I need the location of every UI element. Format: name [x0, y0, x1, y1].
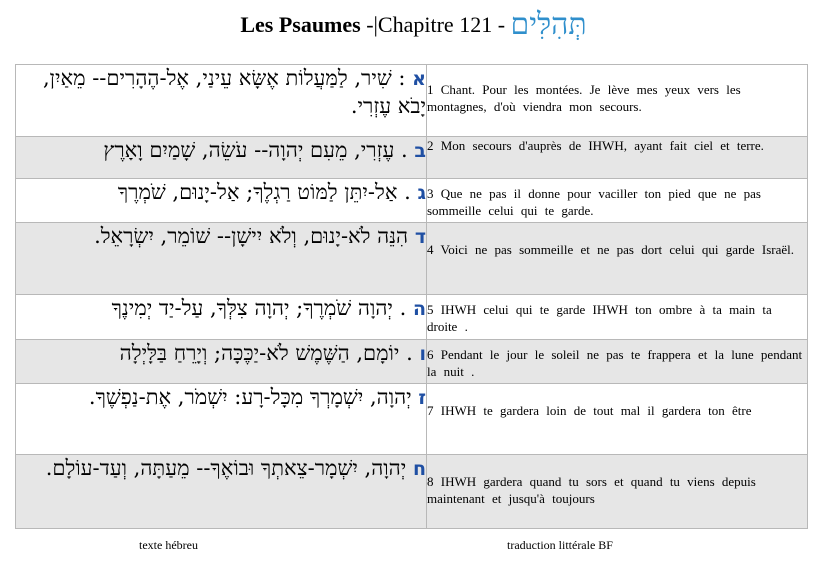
hebrew-verse-text: . יוֹמָם, הַשֶּׁמֶשׁ לֹא-יַכֶּכָּה; וְיָרֵחַ בַּלָּיְלָה: [119, 341, 413, 365]
french-verse-text: 6 Pendant le jour le soleil ne pas te frappera et la lune pendant la nuit .: [427, 347, 803, 379]
hebrew-verse-cell: [16, 137, 427, 179]
verse-number: ח: [412, 458, 426, 480]
french-verse-text: 8 IHWH gardera quand tu sors et quand tu viens depuis maintenant et jusqu'à toujours: [427, 474, 756, 506]
title-chapter: -|Chapitre 121 -: [360, 12, 511, 37]
french-verse-text: 4 Voici ne pas sommeille et ne pas dort celui qui garde Israël.: [427, 242, 795, 257]
verse-number: ז: [418, 387, 426, 409]
verse-row: [16, 179, 808, 223]
hebrew-verse-text: . אַל-יִתֵּן לַמּוֹט רַגְלֶךָ; אַל-יָנוּם, שֹׁמְרֶךָ: [117, 180, 411, 204]
footer-translation-label: traduction littérale BF: [507, 538, 613, 552]
verse-number: ו: [419, 343, 426, 365]
hebrew-verse-text: יְהוָה, יִשְׁמָר-צֵאתְךָ וּבוֹאֶךָ-- מֵעַתָּה, וְעַד-עוֹלָם.: [45, 456, 407, 480]
verse-row: [16, 65, 808, 137]
hebrew-verse-text: הִנֵּה לֹא-יָנוּם, וְלֹא יִישָׁן-- שׁוֹמֵר, יִשְׂרָאֵל.: [94, 224, 409, 248]
verse-number: ה: [412, 298, 426, 320]
hebrew-verse-text: יְהוָה, יִשְׁמָרְךָ מִכָּל-רָע: יִשְׁמֹר, אֶת-נַפְשֶׁךָ.: [88, 385, 412, 409]
footer-hebrew-label: texte hébreu: [139, 538, 198, 552]
french-verse-cell: [427, 137, 808, 179]
french-verse-text: 5 IHWH celui qui te garde IHWH ton ombre à ta main ta droite .: [427, 302, 772, 334]
verse-row: [16, 340, 808, 384]
french-verse-text: 3 Que ne pas il donne pour vaciller ton pied que ne pas sommeille celui qui te garde.: [427, 186, 761, 218]
french-verse-cell: [427, 384, 808, 455]
verse-number: ג: [417, 182, 426, 204]
hebrew-verse-cell: [16, 340, 427, 384]
verse-row: [16, 295, 808, 340]
psalm-table: [15, 64, 808, 529]
hebrew-verse-cell: [16, 179, 427, 223]
hebrew-verse-text: . יְהוָה שֹׁמְרֶךָ; יְהוָה צִלְּךָ, עַל-יַד יְמִינֶךָ: [111, 296, 407, 320]
french-verse-cell: [427, 340, 808, 384]
hebrew-verse-cell: [16, 384, 427, 455]
verse-row: [16, 137, 808, 179]
verse-number: ב: [414, 140, 426, 162]
verse-number: א: [412, 68, 426, 90]
french-verse-cell: [427, 179, 808, 223]
verse-number: ד: [414, 226, 426, 248]
hebrew-verse-cell: [16, 65, 427, 137]
hebrew-verse-cell: [16, 223, 427, 295]
title-main: Les Psaumes: [240, 12, 361, 37]
page-title: [0, 8, 827, 42]
french-verse-cell: [427, 295, 808, 340]
french-verse-text: 1 Chant. Pour les montées. Je lève mes yeux vers les montagnes, d'où viendra mon secours.: [427, 82, 741, 114]
verse-row: [16, 384, 808, 455]
french-verse-cell: [427, 223, 808, 295]
hebrew-verse-cell: [16, 455, 427, 529]
hebrew-verse-text: . עֶזְרִי, מֵעִם יְהוָה-- עֹשֵׂה, שָׁמַיִם וָאָרֶץ: [103, 138, 408, 162]
french-verse-text: 2 Mon secours d'auprès de IHWH, ayant fait ciel et terre.: [427, 138, 764, 153]
french-verse-cell: [427, 455, 808, 529]
verse-row: [16, 223, 808, 295]
hebrew-verse-text: : שִׁיר, לַמַּעֲלוֹת אֶשָּׂא עֵינַי, אֶל-הֶהָרִים-- מֵאַיִן, יָבֹא עֶזְרִי.: [42, 66, 426, 118]
title-hebrew: תְּהִלִּים: [510, 7, 587, 42]
french-verse-text: 7 IHWH te gardera loin de tout mal il gardera ton être: [427, 403, 752, 418]
hebrew-verse-cell: [16, 295, 427, 340]
french-verse-cell: [427, 65, 808, 137]
verse-row: [16, 455, 808, 529]
